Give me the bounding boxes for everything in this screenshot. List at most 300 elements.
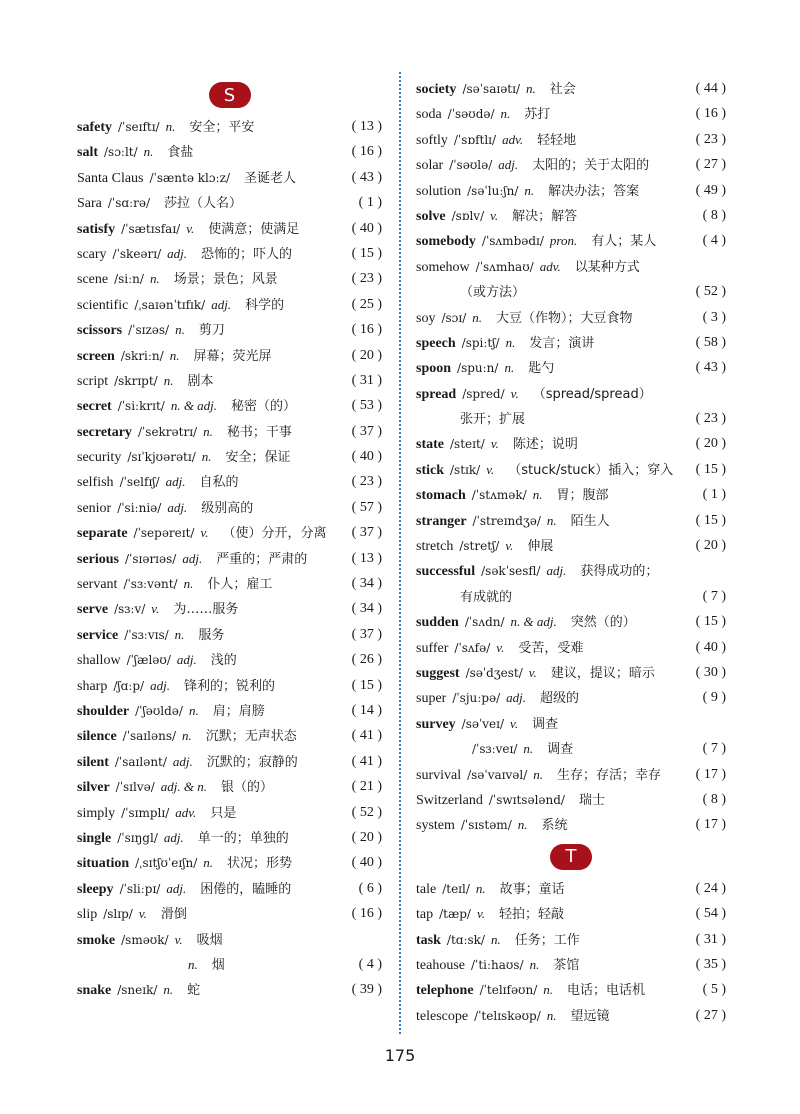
entry-part-of-speech: n. <box>475 880 486 896</box>
entry-word: security <box>77 450 122 466</box>
entry-part-of-speech: adj. <box>172 753 193 769</box>
glossary-entry <box>416 952 726 977</box>
entry-head <box>416 387 652 402</box>
entry-part-of-speech: adv. <box>502 131 524 147</box>
entry-part-of-speech: v. <box>490 207 499 223</box>
entry-page-ref: ( 7 ) <box>702 588 726 604</box>
entry-meaning: 社会 <box>549 82 576 97</box>
glossary-entry <box>416 406 726 431</box>
entry-word: somebody <box>416 234 476 250</box>
entry-part-of-speech: v. <box>151 601 160 617</box>
entry-head <box>416 82 576 97</box>
entry-meaning: 陌生人 <box>570 513 610 529</box>
glossary-entry <box>416 381 726 406</box>
entry-head <box>77 983 200 998</box>
entry-meaning: 生存；存活；幸存 <box>557 767 662 783</box>
entry-meaning: 屏幕；荧光屏 <box>193 348 272 364</box>
entry-pronunciation: /ˈsaɪləns/ <box>122 729 177 744</box>
glossary-entry <box>77 800 382 825</box>
left-entry-list <box>77 114 382 1003</box>
glossary-entry <box>416 228 726 253</box>
entry-page-ref: ( 25 ) <box>351 296 382 312</box>
entry-meaning: 为……服务 <box>173 602 239 618</box>
entry-pronunciation: /ˈsɪstəm/ <box>460 818 512 833</box>
entry-meaning: 吸烟 <box>196 932 223 948</box>
entry-page-ref: ( 34 ) <box>351 601 382 617</box>
entry-part-of-speech: v. <box>505 538 514 554</box>
entry-pronunciation: /ˈsiːniə/ <box>117 500 162 515</box>
entry-page-ref: ( 5 ) <box>702 982 726 998</box>
entry-part-of-speech: adj. <box>182 550 203 566</box>
glossary-entry <box>416 609 726 634</box>
entry-word: society <box>416 82 457 97</box>
entry-head <box>416 590 512 605</box>
entry-page-ref: ( 26 ) <box>351 652 382 668</box>
entry-head <box>77 349 271 364</box>
glossary-entry <box>77 927 382 952</box>
entry-page-ref: ( 35 ) <box>695 956 726 972</box>
glossary-entry <box>77 368 382 393</box>
entry-part-of-speech: adv. <box>175 804 197 820</box>
glossary-entry <box>77 825 382 850</box>
entry-head <box>416 539 553 554</box>
entry-head <box>77 552 307 567</box>
entry-part-of-speech: adj. <box>211 296 232 312</box>
glossary-entry <box>77 419 382 444</box>
entry-meaning: 受苦，受难 <box>518 640 584 656</box>
entry-word: state <box>416 437 444 453</box>
entry-head <box>77 755 298 770</box>
entry-meaning: 安全；平安 <box>189 120 255 135</box>
entry-part-of-speech: v. <box>490 436 499 452</box>
entry-word: teahouse <box>416 957 465 973</box>
entry-part-of-speech: n. <box>163 372 174 388</box>
glossary-entry <box>77 977 382 1002</box>
entry-page-ref: ( 31 ) <box>351 372 382 388</box>
entry-part-of-speech: v. <box>174 931 183 947</box>
entry-word: system <box>416 818 455 834</box>
entry-word: smoke <box>77 932 116 948</box>
entry-head <box>77 120 254 135</box>
entry-word: servant <box>77 577 118 593</box>
entry-part-of-speech: n. <box>546 1007 557 1023</box>
entry-meaning: 剧本 <box>187 373 214 389</box>
entry-meaning: 圣诞老人 <box>243 170 296 186</box>
entry-word: single <box>77 830 112 846</box>
entry-head <box>77 780 273 795</box>
entry-head <box>416 488 608 503</box>
glossary-entry <box>416 101 726 126</box>
entry-page-ref: ( 23 ) <box>695 131 726 147</box>
entry-head <box>77 145 193 160</box>
entry-head <box>77 602 238 617</box>
entry-meaning: 任务；工作 <box>514 932 580 948</box>
entry-page-ref: ( 3 ) <box>702 309 726 325</box>
entry-meaning: 恐怖的；吓人的 <box>201 246 293 262</box>
entry-word: Switzerland <box>416 792 483 808</box>
entry-pronunciation: /səˈluːʃn/ <box>467 183 519 198</box>
entry-meaning: （使）分开，分离 <box>222 526 327 542</box>
entry-word: shallow <box>77 653 121 669</box>
entry-part-of-speech: n. <box>517 817 528 833</box>
entry-part-of-speech: v. <box>486 461 495 477</box>
entry-word: solve <box>416 208 446 224</box>
entry-page-ref: ( 40 ) <box>351 449 382 465</box>
entry-page-ref: ( 58 ) <box>695 334 726 350</box>
entry-pronunciation: /ˈʃæləʊ/ <box>126 653 171 668</box>
entry-word: scientific <box>77 297 129 313</box>
entry-part-of-speech: n. <box>532 487 543 503</box>
entry-meaning: 获得成功的； <box>580 564 659 580</box>
glossary-entry <box>77 393 382 418</box>
entry-part-of-speech: v. <box>138 906 147 922</box>
entry-head <box>416 768 661 783</box>
glossary-entry <box>77 596 382 621</box>
entry-meaning: 沉默；无声状态 <box>205 729 297 745</box>
entry-part-of-speech: n. <box>165 119 176 134</box>
entry-page-ref: ( 6 ) <box>358 880 382 896</box>
entry-head <box>416 412 525 427</box>
entry-meaning: 科学的 <box>245 297 285 313</box>
entry-pronunciation: /səˈsaɪətɪ/ <box>462 82 520 96</box>
entry-part-of-speech: adj. & n. <box>160 779 207 795</box>
entry-page-ref: ( 16 ) <box>695 106 726 122</box>
glossary-entry <box>416 482 726 507</box>
entry-meaning: 场景；景色；风景 <box>173 272 278 288</box>
entry-part-of-speech: v. <box>200 525 209 541</box>
entry-part-of-speech: adj. <box>166 880 187 896</box>
glossary-entry <box>77 546 382 571</box>
entry-word: screen <box>77 348 115 364</box>
entry-meaning: 大豆（作物）；大豆食物 <box>496 310 633 326</box>
entry-part-of-speech: n. <box>533 766 543 782</box>
glossary-entry <box>416 279 726 304</box>
glossary-entry <box>416 736 726 761</box>
glossary-entry <box>416 508 726 533</box>
entry-pronunciation: /ˈtiːhaʊs/ <box>470 957 524 972</box>
entry-page-ref: ( 40 ) <box>695 639 726 655</box>
entry-part-of-speech: n. <box>175 322 185 338</box>
glossary-entry <box>416 431 726 456</box>
entry-head <box>416 285 525 300</box>
entry-meaning: 瑞士 <box>578 792 605 808</box>
entry-pronunciation: /ˈsɜːvɪs/ <box>124 627 169 642</box>
glossary-entry <box>77 622 382 647</box>
entry-part-of-speech: n. <box>500 106 511 122</box>
entry-page-ref: ( 27 ) <box>695 157 726 173</box>
glossary-entry <box>77 317 382 342</box>
entry-part-of-speech: n. <box>523 741 534 757</box>
entry-word: situation <box>77 856 130 872</box>
glossary-entry <box>77 165 382 190</box>
glossary-entry <box>77 469 382 494</box>
entry-page-ref: ( 1 ) <box>702 487 726 503</box>
glossary-entry <box>416 457 726 482</box>
entry-meaning: 匙勺 <box>528 361 555 377</box>
entry-head <box>416 311 633 326</box>
glossary-entry <box>77 520 382 545</box>
entry-word: softly <box>416 132 448 148</box>
entry-pronunciation: /sɜːv/ <box>114 602 146 617</box>
entry-head <box>77 196 242 211</box>
glossary-entry <box>416 330 726 355</box>
entry-page-ref: ( 23 ) <box>351 271 382 287</box>
entry-pronunciation: /ˈsjuːpə/ <box>452 691 501 706</box>
entry-part-of-speech: n. <box>188 956 198 972</box>
entry-meaning: 调查 <box>532 716 559 732</box>
entry-head <box>416 107 550 122</box>
entry-word: scene <box>77 272 109 288</box>
entry-pronunciation: /ˈswɪtsələnd/ <box>488 792 565 807</box>
entry-pronunciation: /spuːn/ <box>457 361 499 376</box>
entry-page-ref: ( 1 ) <box>358 195 382 211</box>
entry-head <box>77 323 225 338</box>
entry-meaning: 安全；保证 <box>225 450 291 466</box>
entry-pronunciation: /sɔːlt/ <box>104 145 138 160</box>
entry-pronunciation: /ˈskeərɪ/ <box>112 246 162 261</box>
glossary-entry <box>416 635 726 660</box>
entry-word: salt <box>77 145 98 161</box>
entry-page-ref: ( 30 ) <box>695 664 726 680</box>
entry-page-ref: ( 49 ) <box>695 182 726 198</box>
entry-meaning: 轻拍；轻敲 <box>499 907 565 923</box>
entry-page-ref: ( 44 ) <box>695 81 726 96</box>
entry-page-ref: ( 39 ) <box>351 982 382 998</box>
entry-meaning: 使满意；使满足 <box>208 221 300 237</box>
entry-pronunciation: /tæp/ <box>439 907 471 922</box>
entry-part-of-speech: n. & adj. <box>170 398 218 414</box>
entry-head <box>77 425 292 440</box>
glossary-entry <box>416 76 726 101</box>
glossary-entry <box>416 711 726 736</box>
entry-part-of-speech: n. <box>529 956 540 972</box>
entry-page-ref: ( 17 ) <box>695 766 726 782</box>
section-header-s <box>77 76 382 114</box>
entry-page-ref: ( 4 ) <box>358 956 382 972</box>
glossary-entry <box>77 723 382 748</box>
entry-pronunciation: /skrɪpt/ <box>114 373 158 388</box>
glossary-entry <box>77 749 382 774</box>
entry-pronunciation: /ˌsɪtʃʊˈeɪʃn/ <box>135 856 198 871</box>
glossary-entry <box>416 787 726 812</box>
glossary-entry <box>77 850 382 875</box>
entry-word: slip <box>77 907 98 923</box>
glossary-entry <box>416 254 726 279</box>
entry-part-of-speech: n. <box>472 309 483 325</box>
entry-pronunciation: /ˈstʌmək/ <box>471 488 527 503</box>
glossary-entry <box>416 127 726 152</box>
entry-part-of-speech: v. <box>510 385 519 401</box>
entry-page-ref: ( 57 ) <box>351 499 382 515</box>
entry-meaning: 食盐 <box>167 145 194 161</box>
entry-word: spoon <box>416 361 452 377</box>
entry-head <box>416 958 579 973</box>
entry-head <box>416 615 636 630</box>
entry-meaning: 困倦的，瞌睡的 <box>200 881 292 897</box>
column-divider <box>399 72 401 1034</box>
entry-meaning: 调查 <box>547 742 574 758</box>
entry-pronunciation: /stɪk/ <box>450 462 481 477</box>
entry-page-ref: ( 13 ) <box>351 550 382 566</box>
entry-word: tap <box>416 907 434 923</box>
right-entry-list-s <box>416 76 726 838</box>
entry-page-ref: ( 37 ) <box>351 626 382 642</box>
entry-meaning: 系统 <box>541 818 568 834</box>
section-badge-s: S <box>209 82 251 108</box>
entry-part-of-speech: adj. <box>163 829 184 845</box>
glossary-entry <box>416 1003 726 1028</box>
entry-head <box>77 374 213 389</box>
glossary-entry <box>416 977 726 1002</box>
entry-meaning: 莎拉（人名） <box>164 196 243 212</box>
glossary-entry <box>416 584 726 609</box>
glossary-entry <box>416 927 726 952</box>
entry-word: sharp <box>77 678 108 694</box>
entry-head <box>77 958 225 973</box>
entry-meaning: 剪刀 <box>198 323 225 339</box>
glossary-entry <box>77 673 382 698</box>
entry-head <box>77 298 284 313</box>
entry-pronunciation: /ˈsiːkrɪt/ <box>117 399 165 414</box>
entry-head <box>416 234 656 249</box>
entry-part-of-speech: adj. <box>506 690 527 706</box>
entry-part-of-speech: v. <box>510 715 519 731</box>
entry-page-ref: ( 37 ) <box>351 525 382 541</box>
entry-meaning: 单一的；单独的 <box>197 830 289 846</box>
glossary-entry <box>77 647 382 672</box>
entry-part-of-speech: n. <box>201 449 212 465</box>
section-header-t <box>416 838 726 876</box>
entry-word: secretary <box>77 424 132 440</box>
glossary-entry <box>77 266 382 291</box>
entry-head <box>416 882 565 897</box>
entry-meaning: 自私的 <box>199 475 239 491</box>
entry-head <box>416 564 658 579</box>
entry-head <box>416 260 640 275</box>
entry-page-ref: ( 14 ) <box>351 702 382 718</box>
entry-page-ref: ( 15 ) <box>695 614 726 630</box>
entry-pronunciation: /ˈsʌfə/ <box>454 640 491 655</box>
right-column <box>416 76 726 1028</box>
entry-meaning: 滑倒 <box>160 907 187 923</box>
entry-word: Sara <box>77 196 102 212</box>
entry-word: safety <box>77 120 112 135</box>
entry-meaning: 浅的 <box>210 653 237 669</box>
entry-part-of-speech: n. <box>188 702 199 718</box>
entry-word: sudden <box>416 615 459 631</box>
glossary-entry <box>77 952 382 977</box>
entry-head <box>416 793 605 808</box>
entry-page-ref: ( 20 ) <box>351 347 382 363</box>
right-entry-list-t <box>416 876 726 1028</box>
entry-pronunciation: /ˈtelɪfəʊn/ <box>479 983 538 998</box>
entry-meaning: 肩；肩膀 <box>212 703 265 719</box>
entry-part-of-speech: v. <box>528 664 537 680</box>
glossary-entry <box>77 292 382 317</box>
entry-word: telescope <box>416 1008 469 1024</box>
entry-word: somehow <box>416 259 470 275</box>
entry-pronunciation: /ˈsɪərɪəs/ <box>125 551 177 566</box>
entry-meaning: 建议，提议；暗示 <box>550 665 655 681</box>
entry-meaning: 蛇 <box>187 983 201 999</box>
entry-head <box>77 222 299 237</box>
entry-head <box>416 1009 610 1024</box>
entry-word: super <box>416 691 447 707</box>
entry-head <box>77 831 289 846</box>
page-number: 175 <box>384 1046 416 1065</box>
entry-word: secret <box>77 399 112 415</box>
entry-meaning: 秘密（的） <box>231 399 297 415</box>
entry-meaning: 超级的 <box>540 691 580 707</box>
entry-pronunciation: /ˈsekrətrɪ/ <box>137 424 198 439</box>
entry-part-of-speech: n. <box>505 334 516 350</box>
entry-pronunciation: /ˈsʌmbədɪ/ <box>481 234 544 249</box>
entry-head <box>416 463 673 478</box>
entry-page-ref: ( 15 ) <box>351 677 382 693</box>
entry-pronunciation: /sɔɪ/ <box>441 310 467 325</box>
entry-word: stretch <box>416 539 454 555</box>
entry-pronunciation: /ˈsʌdn/ <box>464 615 505 630</box>
entry-head <box>416 184 639 199</box>
glossary-entry <box>77 241 382 266</box>
entry-page-ref: ( 40 ) <box>351 220 382 236</box>
entry-part-of-speech: adj. <box>498 157 519 173</box>
entry-page-ref: ( 15 ) <box>695 461 726 477</box>
entry-page-ref: ( 24 ) <box>695 880 726 896</box>
entry-word: telephone <box>416 983 474 999</box>
entry-part-of-speech: n. <box>546 512 557 528</box>
entry-page-ref: ( 16 ) <box>351 144 382 160</box>
entry-head <box>77 526 327 541</box>
entry-pronunciation: /ˈsɜːveɪ/ <box>472 742 518 757</box>
entry-meaning: 电话；电话机 <box>567 983 646 999</box>
entry-meaning: 以某种方式 <box>574 259 640 275</box>
entry-word: stranger <box>416 513 467 529</box>
entry-page-ref: ( 20 ) <box>351 829 382 845</box>
entry-part-of-speech: n. <box>169 347 180 363</box>
entry-pronunciation: /sneɪk/ <box>117 983 158 998</box>
entry-page-ref: ( 13 ) <box>351 119 382 134</box>
entry-page-ref: ( 37 ) <box>351 423 382 439</box>
glossary-entry <box>416 152 726 177</box>
entry-part-of-speech: n. <box>174 626 185 642</box>
entry-head <box>77 729 297 744</box>
entry-word: serve <box>77 602 109 618</box>
entry-pronunciation: /ˈsaɪlənt/ <box>114 754 167 769</box>
entry-part-of-speech: adj. <box>167 499 188 515</box>
entry-part-of-speech: n. <box>524 182 535 198</box>
entry-page-ref: ( 23 ) <box>695 411 726 427</box>
entry-page-ref: ( 52 ) <box>695 284 726 300</box>
entry-word: task <box>416 932 441 948</box>
entry-pronunciation: /ˈsəʊlə/ <box>449 158 493 173</box>
entry-meaning: 严重的；严肃的 <box>216 551 308 567</box>
entry-word: solar <box>416 158 444 174</box>
entry-pronunciation: /slɪp/ <box>103 907 133 922</box>
entry-word: senior <box>77 500 112 516</box>
entry-pronunciation: /sɒlv/ <box>451 208 485 223</box>
entry-head <box>77 399 296 414</box>
entry-part-of-speech: pron. <box>549 233 578 249</box>
entry-pronunciation: /ˈsɪzəs/ <box>128 323 170 338</box>
entry-part-of-speech: n. <box>182 728 192 744</box>
entry-page-ref: ( 40 ) <box>351 855 382 871</box>
entry-head <box>416 209 577 224</box>
entry-meaning: 故事；童话 <box>499 881 565 897</box>
entry-pronunciation: /tɑːsk/ <box>446 932 485 947</box>
entry-word: shoulder <box>77 703 130 719</box>
entry-meaning: 银（的） <box>221 780 274 796</box>
